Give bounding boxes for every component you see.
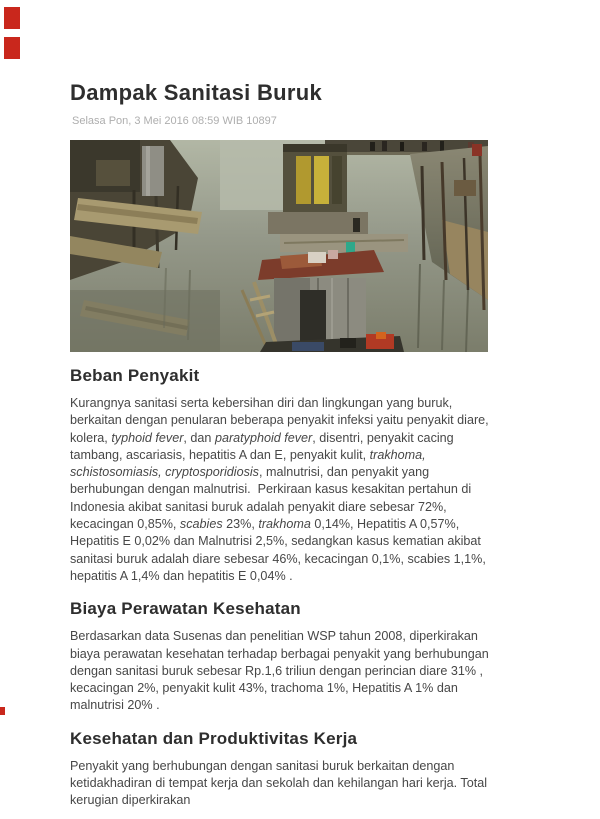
- article-sections: [70, 366, 490, 810]
- red-artifact-mark: [0, 707, 5, 715]
- section-paragraph: Berdasarkan data Susenas dan penelitian WSP tahun 2008, diperkirakan biaya perawatan kesehatan terhadap berbagai penyakit yang berhubungan dengan sanitasi buruk sebesar Rp.1,6 triliun dengan perincian diare 31% , kecacingan 2%, penyakit kulit 43%, trachoma 1%, Hepatitis A 1% dan malnutrisi 20% .: [70, 629, 489, 713]
- section-paragraph: Penyakit yang berhubungan dengan sanitasi buruk berkaitan dengan ketidakhadiran di tempat kerja dan sekolah dan kehilangan hari kerja. Total kerugian diperkirakan: [70, 758, 488, 808]
- red-artifact-mark: [4, 7, 20, 29]
- section-heading-beban-penyakit: Beban Penyakit: [70, 366, 200, 385]
- date-line: Selasa Pon, 3 Mei 2016 08:59 WIB 10897: [72, 115, 277, 127]
- document-page: [70, 80, 490, 819]
- article-photo-slum-river: [70, 140, 488, 352]
- section-heading-kesehatan-produktivitas: Kesehatan dan Produktivitas Kerja: [70, 728, 358, 748]
- section-paragraph: Kurangnya sanitasi serta kebersihan diri dan lingkungan yang buruk, berkaitan dengan penularan beberapa penyakit infeksi yaitu penyakit diare, kolera, typhoid fever, dan paratyphoid fever, disentri, penyakit cacing tambang, ascariasis, hepatitis A dan E, penyakit kulit, trakhoma, schistosomiasis, cryptosporidiosis, malnutrisi, dan penyakit yang berhubungan dengan malnutrisi. Perkiraan kasus kesakitan pertahun di Indonesia akibat sanitasi buruk adalah penyakit diare sebesar 72%, kecacingan 0,85%, scabies 23%, trakhoma 0,14%, Hepatitis A 0,57%, Hepatitis E 0,02% dan Malnutrisi 2,5%, sedangkan kasus kematian akibat sanitasi buruk adalah diare sebesar 46%, kecacingan 0,1%, scabies 1,1%, hepatitis A 1,4% dan hepatitis E 0,04% .: [70, 396, 489, 583]
- red-artifact-mark: [4, 37, 20, 59]
- section-heading-biaya-perawatan: Biaya Perawatan Kesehatan: [70, 599, 301, 619]
- page-title: Dampak Sanitasi Buruk: [70, 80, 323, 105]
